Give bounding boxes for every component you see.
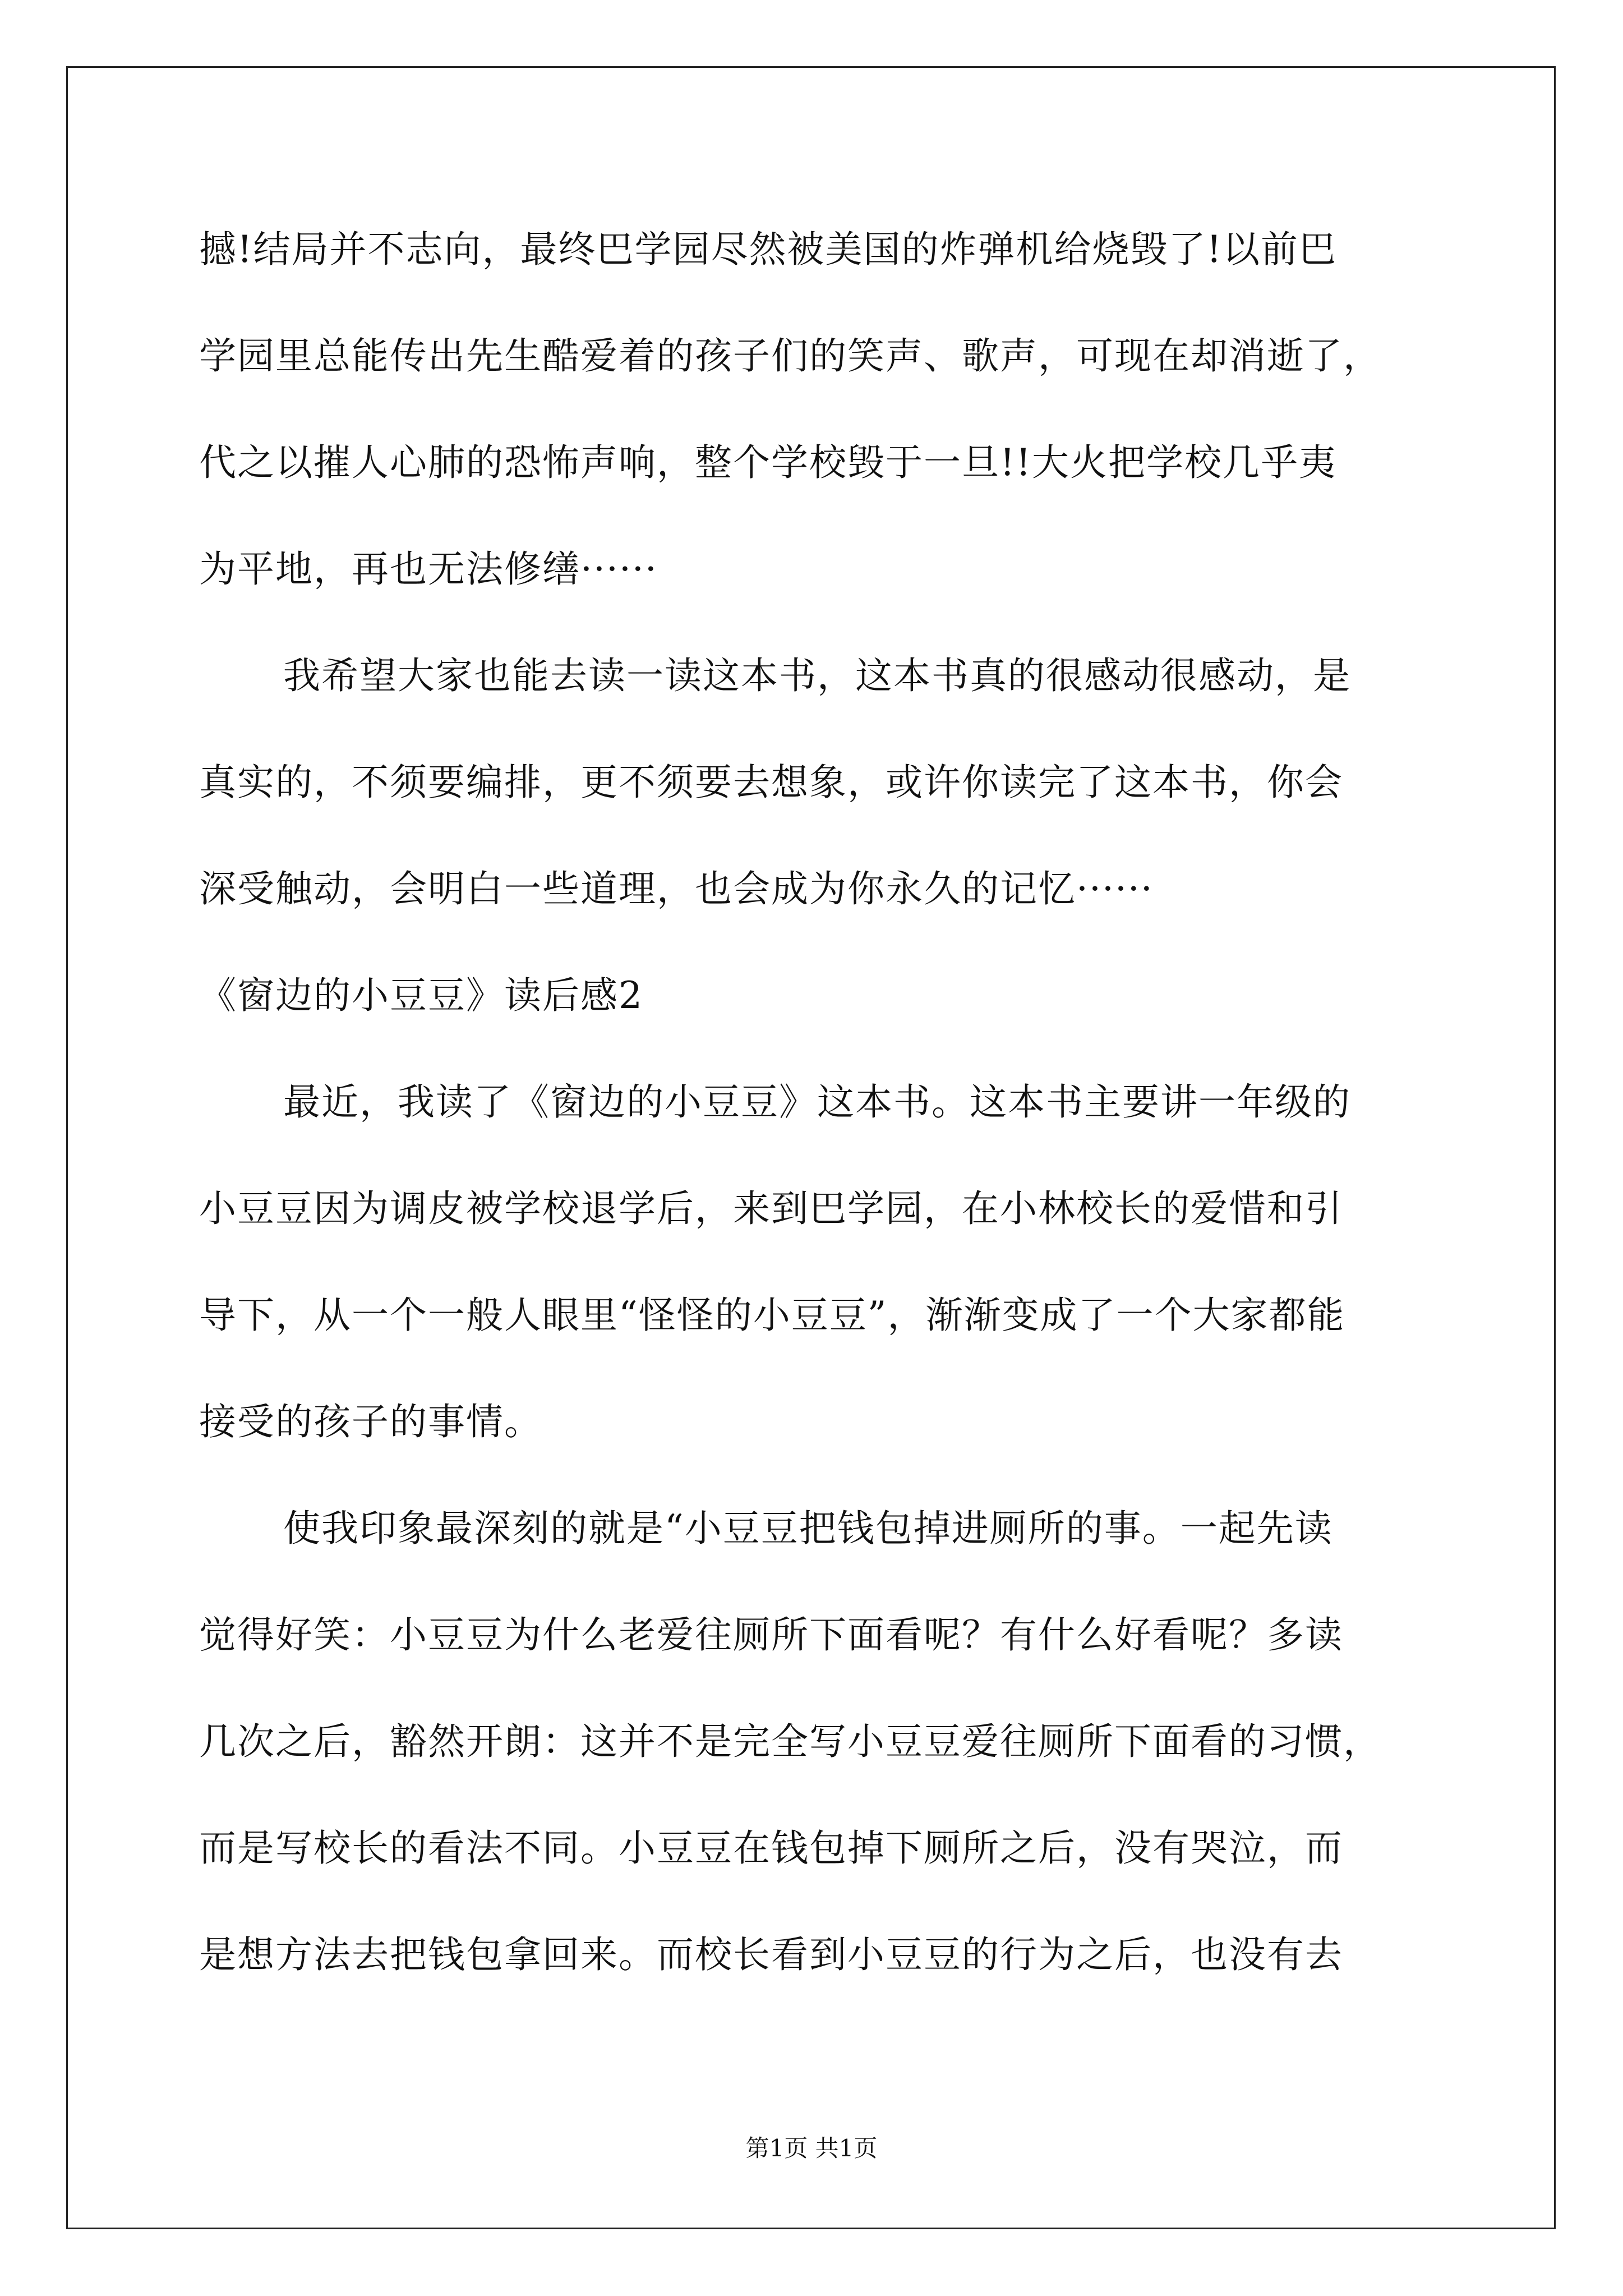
paragraph-start-line: 最近，我读了《窗边的小豆豆》这本书。这本书主要讲一年级的 bbox=[283, 1080, 1351, 1124]
text-line: 觉得好笑：小豆豆为什么老爱往厕所下面看呢？有什么好看呢？多读 bbox=[199, 1613, 1343, 1657]
text-line: 接受的孩子的事情。 bbox=[199, 1400, 542, 1443]
text-line: 撼!结局并不志向，最终巴学园尽然被美国的炸弹机给烧毁了!以前巴 bbox=[199, 228, 1338, 271]
text-line: 几次之后，豁然开朗：这并不是完全写小豆豆爱往厕所下面看的习惯， bbox=[199, 1720, 1381, 1763]
section-title: 《窗边的小豆豆》读后感2 bbox=[199, 974, 643, 1017]
paragraph-start-line: 我希望大家也能去读一读这本书，这本书真的很感动很感动，是 bbox=[283, 654, 1351, 697]
text-line: 是想方法去把钱包拿回来。而校长看到小豆豆的行为之后，也没有去 bbox=[199, 1933, 1343, 1976]
text-line: 代之以摧人心肺的恐怖声响，整个学校毁于一旦!!大火把学校几乎夷 bbox=[199, 441, 1338, 484]
document-body bbox=[199, 216, 1427, 2028]
page-number-footer: 第1页 共1页 bbox=[745, 2134, 878, 2162]
text-line: 真实的，不须要编排，更不须要去想象，或许你读完了这本书，你会 bbox=[199, 761, 1343, 804]
text-line: 而是写校长的看法不同。小豆豆在钱包掉下厕所之后，没有哭泣，而 bbox=[199, 1826, 1343, 1870]
text-line: 导下，从一个一般人眼里“怪怪的小豆豆”，渐渐变成了一个大家都能 bbox=[199, 1294, 1345, 1337]
text-line: 学园里总能传出先生酷爱着的孩子们的笑声、歌声，可现在却消逝了， bbox=[199, 334, 1381, 378]
text-line: 深受触动，会明白一些道理，也会成为你永久的记忆······ bbox=[199, 867, 1154, 910]
text-line: 为平地，再也无法修缮······ bbox=[199, 547, 658, 591]
paragraph-start-line: 使我印象最深刻的就是“小豆豆把钱包掉进厕所的事。一起先读 bbox=[283, 1507, 1333, 1550]
text-line: 小豆豆因为调皮被学校退学后，来到巴学园，在小林校长的爱惜和引 bbox=[199, 1187, 1343, 1230]
